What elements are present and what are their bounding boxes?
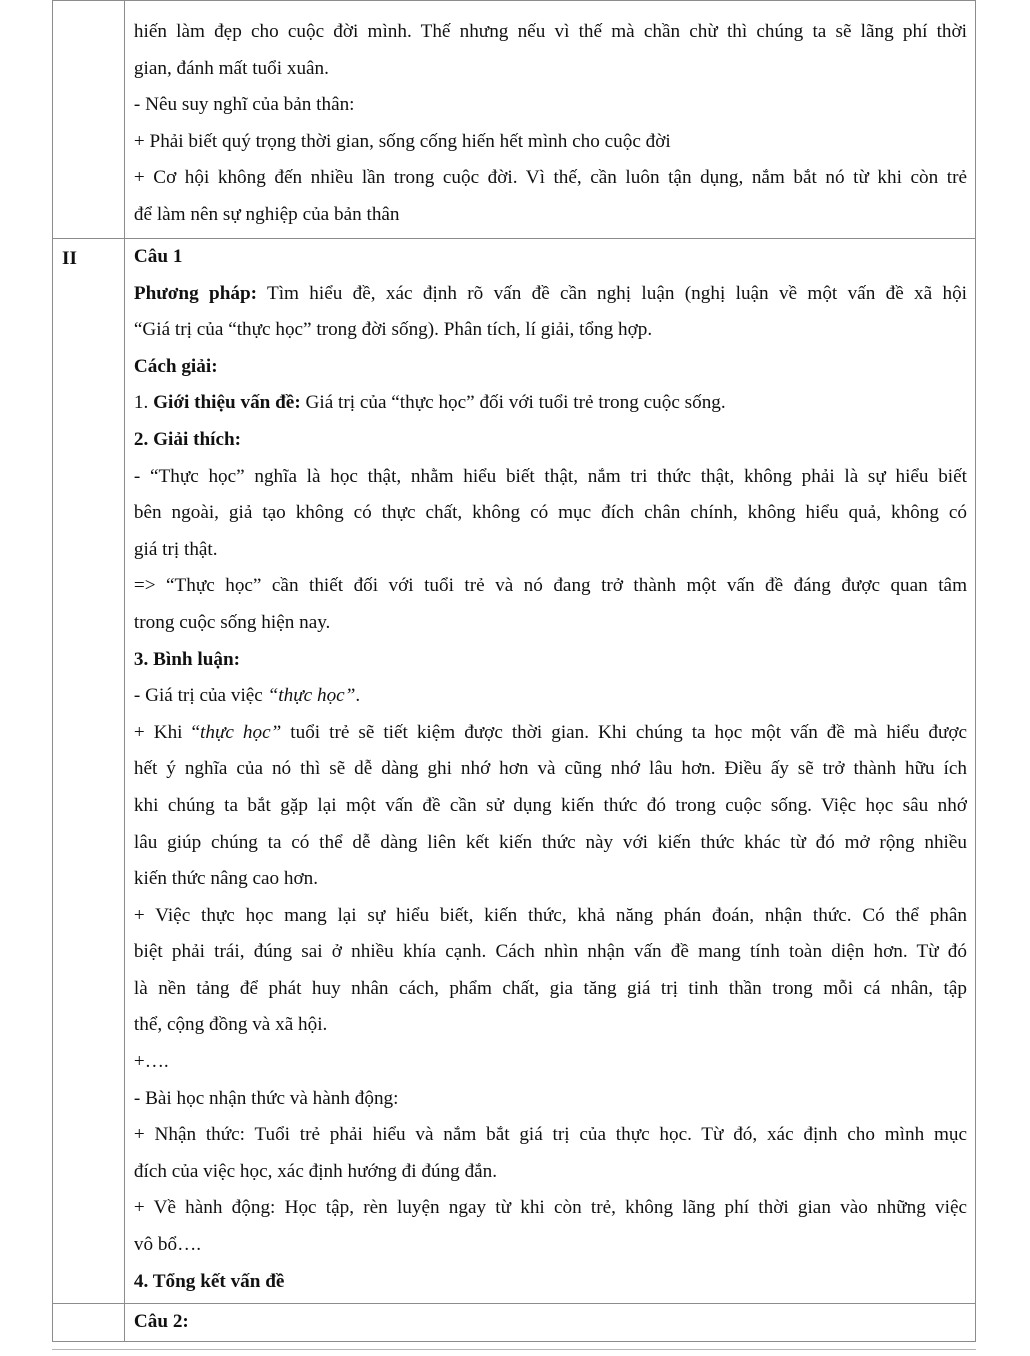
method-label: Phương pháp: — [133, 282, 258, 304]
text-line: hiến làm đẹp cho cuộc đời mình. Thế nhưng nếu vì thế mà chần chừ thì chúng ta sẽ lãng phí thời — [133, 21, 967, 42]
text-line: + Nhận thức: Tuổi trẻ phải hiểu và nắm bắt giá trị của thực học. Từ đó, xác định cho mình mục — [133, 1124, 967, 1146]
section-cell-empty — [53, 1, 125, 239]
text-line: để làm nên sự nghiệp của bản thân — [133, 203, 400, 225]
content-cell — [124, 1, 975, 239]
text-line: bên ngoài, giả tạo không có thực chất, không có mục đích chân chính, không hiểu quả, không có — [133, 502, 967, 524]
summary-heading: 4. Tổng kết vấn đề — [133, 1270, 285, 1292]
text-line: - Bài học nhận thức và hành động: — [133, 1087, 399, 1109]
text-line: + Phải biết quý trọng thời gian, sống cống hiến hết mình cho cuộc đời — [133, 130, 671, 152]
text-line: + Về hành động: Học tập, rèn luyện ngay từ khi còn trẻ, không lãng phí thời gian vào những việc — [133, 1197, 967, 1219]
text-span: + Khi “ — [133, 721, 201, 743]
section-cell-empty — [53, 1304, 125, 1342]
text-line: - Nêu suy nghĩ của bản thân: — [133, 94, 355, 116]
text-line: - “Thực học” nghĩa là học thật, nhằm hiểu biết thật, nắm tri thức thật, không phải là sự hiểu biết — [133, 465, 967, 487]
question-title: Câu 1 — [133, 246, 183, 267]
text-span: “thực học” — [267, 685, 356, 707]
text-span: thực học” — [200, 721, 282, 743]
text-span: tuổi trẻ sẽ tiết kiệm được thời gian. Khi chúng ta học một vấn đề mà hiểu được — [281, 721, 967, 743]
text-line: khi chúng ta bắt gặp lại một vấn đề cần sử dụng kiến thức đó trong cuộc sống. Việc học sâu nhớ — [133, 794, 967, 816]
text-line: vô bổ…. — [133, 1234, 202, 1256]
section-cell — [53, 239, 125, 1304]
comment-heading: 3. Bình luận: — [133, 648, 241, 670]
table-row — [53, 1304, 976, 1342]
text-line: thể, cộng đồng và xã hội. — [133, 1014, 328, 1036]
table-row — [53, 1, 976, 239]
text-line: hết ý nghĩa của nó thì sẽ dễ dàng ghi nhớ hơn và cũng nhớ lâu hơn. Điều ấy sẽ trở thành hữu ích — [133, 758, 967, 780]
content-cell — [124, 1304, 975, 1342]
text-line: giá trị thật. — [133, 538, 218, 560]
text-line: gian, đánh mất tuổi xuân. — [133, 57, 329, 79]
intro-label: Giới thiệu vấn đề: — [148, 392, 301, 414]
solution-heading: Cách giải: — [133, 355, 218, 377]
intro-text: Giá trị của “thực học” đối với tuổi trẻ trong cuộc sống. — [300, 392, 726, 414]
explain-heading: 2. Giải thích: — [133, 428, 242, 450]
text-span: . — [355, 685, 361, 707]
text-line: +…. — [133, 1051, 169, 1073]
text-line: => “Thực học” cần thiết đối với tuổi trẻ và nó đang trở thành một vấn đề đáng được quan tâm — [133, 575, 967, 597]
text-line — [134, 715, 967, 752]
table-row — [53, 239, 976, 1304]
text-line: lâu giúp chúng ta có thể dễ dàng liên kết kiến thức này với kiến thức khác từ đó mở rộng nhiều — [133, 831, 967, 853]
question-title: Câu 2: — [133, 1311, 189, 1332]
text-line — [134, 385, 967, 422]
text-line: đích của việc học, xác định hướng đi đúng đắn. — [133, 1160, 498, 1182]
method-text: Tìm hiểu đề, xác định rõ vấn đề cần nghị luận (nghị luận về một vấn đề xã hội — [257, 282, 967, 304]
text-line: biệt phải trái, đúng sai ở nhiều khía cạnh. Cách nhìn nhận vấn đề mang tính toàn diện hơn. Từ đó — [133, 941, 967, 963]
text-line — [134, 276, 967, 313]
answer-table — [52, 0, 976, 1342]
text-line: + Việc thực học mang lại sự hiểu biết, kiến thức, khả năng phán đoán, nhận thức. Có thể phân — [133, 904, 967, 926]
text-line: + Cơ hội không đến nhiều lần trong cuộc đời. Vì thế, cần luôn tận dụng, nắm bắt nó từ khi còn trẻ — [133, 167, 967, 189]
text-line — [134, 678, 967, 715]
section-number: II — [62, 248, 77, 269]
content-cell — [124, 239, 975, 1304]
text-line: trong cuộc sống hiện nay. — [133, 611, 331, 633]
text-line: là nền tảng để phát huy nhân cách, phẩm chất, gia tăng giá trị tinh thần trong mỗi cá nhân, tập — [133, 977, 967, 999]
heading-number: 1. — [133, 392, 149, 414]
text-line: “Giá trị của “thực học” trong đời sống). Phân tích, lí giải, tổng hợp. — [133, 319, 653, 341]
page-footer-rule — [52, 1349, 976, 1350]
text-line: kiến thức nâng cao hơn. — [133, 868, 319, 890]
text-span: - Giá trị của việc — [133, 685, 268, 707]
